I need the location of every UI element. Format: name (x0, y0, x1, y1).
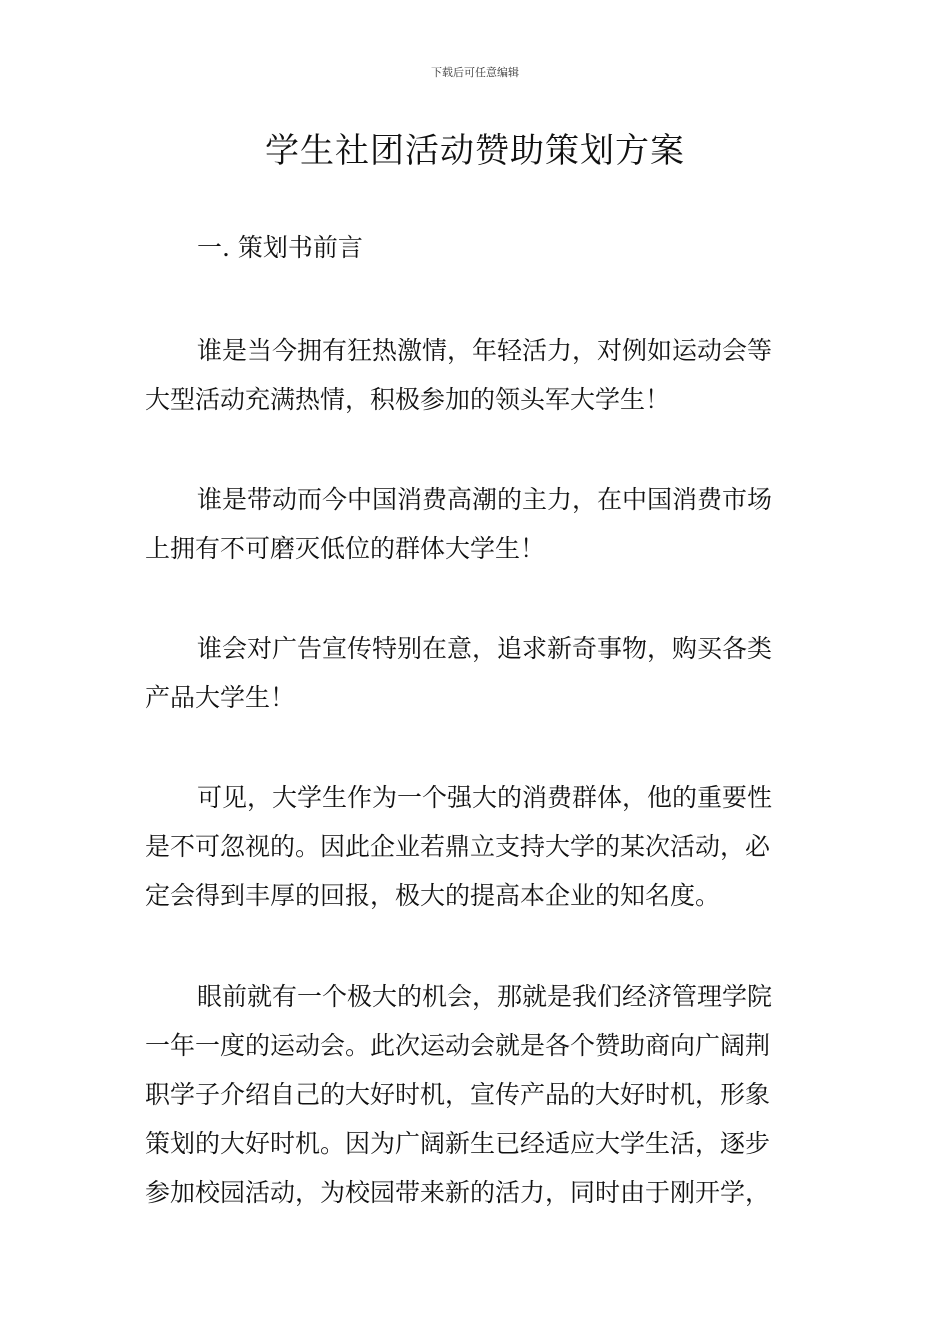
paragraph-line: 大型活动充满热情，积极参加的领头军大学生！ (145, 385, 671, 414)
section-heading: 一. 策划书前言 (197, 233, 363, 262)
paragraph-line: 定会得到丰厚的回报，极大的提高本企业的知名度。 (145, 881, 721, 910)
paragraph-line: 眼前就有一个极大的机会，那就是我们经济管理学院 (197, 982, 773, 1011)
paragraph-line: 谁是当今拥有狂热激情，年轻活力，对例如运动会等 (197, 336, 773, 365)
paragraph-5 (145, 972, 809, 1217)
paragraph-1 (145, 326, 809, 424)
paragraph-4 (145, 773, 809, 920)
paragraph-line: 产品大学生！ (145, 683, 296, 712)
paragraph-line: 谁会对广告宣传特别在意，追求新奇事物，购买各类 (197, 634, 773, 663)
paragraph-2 (145, 475, 809, 573)
paragraph-line: 上拥有不可磨灭低位的群体大学生！ (145, 534, 546, 563)
document-title: 学生社团活动赞助策划方案 (265, 131, 685, 171)
paragraph-line: 可见，大学生作为一个强大的消费群体，他的重要性 (197, 783, 773, 812)
header-note: 下载后可任意编辑 (431, 66, 519, 79)
paragraph-line: 一年一度的运动会。此次运动会就是各个赞助商向广阔荆 (145, 1031, 771, 1060)
paragraph-line: 参加校园活动，为校园带来新的活力，同时由于刚开学， (145, 1178, 771, 1207)
paragraph-line: 职学子介绍自己的大好时机，宣传产品的大好时机，形象 (145, 1080, 771, 1109)
paragraph-line: 是不可忽视的。因此企业若鼎立支持大学的某次活动，必 (145, 832, 771, 861)
paragraph-line: 策划的大好时机。因为广阔新生已经适应大学生活，逐步 (145, 1129, 771, 1158)
paragraph-3 (145, 624, 809, 722)
paragraph-line: 谁是带动而今中国消费高潮的主力，在中国消费市场 (197, 485, 773, 514)
